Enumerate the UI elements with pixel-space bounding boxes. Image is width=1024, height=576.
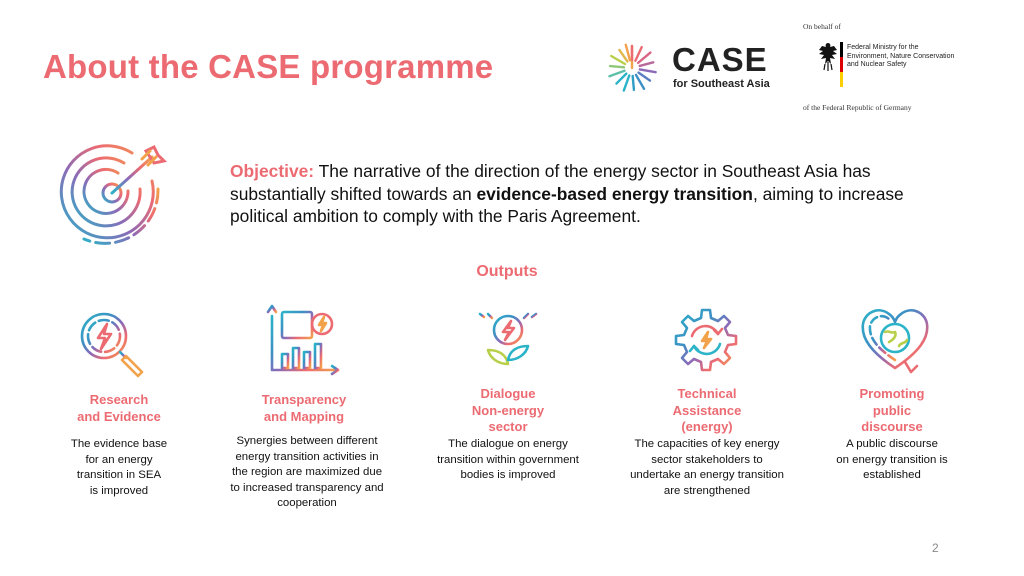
output-desc-line: energy transition activities in bbox=[235, 450, 379, 463]
output-desc-line: Synergies between different bbox=[236, 435, 378, 447]
output-description bbox=[212, 434, 402, 512]
output-title-line: Non-energy bbox=[471, 402, 545, 418]
output-desc-line: transition within government bbox=[437, 453, 579, 466]
flag-gold bbox=[840, 72, 843, 87]
output-title bbox=[245, 392, 363, 425]
german-flag-bar bbox=[840, 42, 843, 87]
output-description bbox=[418, 437, 598, 484]
output-title-line: sector bbox=[488, 419, 528, 434]
output-desc-line: the region are maximized due bbox=[231, 466, 383, 478]
report-chart-icon bbox=[266, 302, 342, 378]
output-desc-line: cooperation bbox=[277, 497, 337, 509]
target-arrow-icon bbox=[54, 133, 174, 253]
output-title-line: and Mapping bbox=[263, 408, 345, 424]
objective-text-end: , aiming to increase political ambition to comply with the Paris Agreement. bbox=[230, 183, 904, 226]
output-desc-line: are strengthened bbox=[663, 484, 751, 497]
output-title-line: and Evidence bbox=[77, 408, 161, 424]
objective-statement bbox=[230, 160, 930, 228]
output-desc-line: A public discourse bbox=[846, 438, 938, 450]
output-desc-line: is improved bbox=[89, 484, 149, 497]
output-title-line: Transparency bbox=[261, 392, 347, 407]
output-title-line: Technical bbox=[677, 386, 737, 401]
magnifier-bolt-icon bbox=[74, 306, 150, 382]
output-desc-line: The dialogue on energy bbox=[448, 438, 568, 450]
output-title-line: Promoting bbox=[859, 386, 925, 401]
output-title-line: Assistance bbox=[672, 402, 742, 418]
output-title-line: Dialogue bbox=[480, 386, 536, 401]
page-title: About the CASE programme bbox=[43, 48, 494, 85]
ministry-line: Environment, Nature Conservation bbox=[847, 52, 955, 60]
heart-globe-icon bbox=[857, 302, 933, 378]
on-behalf-text: On behalf of bbox=[803, 22, 841, 31]
sunburst-logo-icon bbox=[602, 40, 662, 96]
case-logo bbox=[602, 40, 772, 96]
output-title bbox=[60, 392, 178, 425]
ministry-line: Federal Ministry for the bbox=[847, 44, 919, 51]
logo-subtitle: for Southeast Asia bbox=[673, 78, 770, 90]
output-desc-line: undertake an energy transition bbox=[630, 469, 784, 481]
flag-black bbox=[840, 42, 843, 57]
flag-red bbox=[840, 57, 843, 72]
page-number: 2 bbox=[932, 541, 939, 555]
bolt-plant-icon bbox=[470, 304, 546, 380]
ministry-name bbox=[847, 44, 967, 70]
output-title-line: Research bbox=[89, 392, 149, 407]
outputs-heading: Outputs bbox=[476, 263, 538, 280]
output-desc-line: transition in SEA bbox=[76, 469, 162, 481]
objective-emphasis: evidence-based energy transition bbox=[476, 183, 753, 204]
output-description bbox=[612, 437, 802, 499]
objective-text: The narrative of the direction of the energy sector in Southeast Asia has substantially shifted towards an bbox=[230, 161, 871, 204]
output-desc-line: on energy transition is bbox=[836, 453, 948, 466]
ministry-line: and Nuclear Safety bbox=[847, 61, 907, 68]
output-desc-line: for an energy bbox=[85, 453, 153, 466]
output-desc-line: The capacities of key energy bbox=[634, 438, 780, 450]
output-description bbox=[50, 437, 188, 499]
objective-label: Objective: bbox=[230, 161, 315, 181]
federal-eagle-icon bbox=[817, 40, 839, 74]
output-description bbox=[812, 437, 972, 484]
output-title-line: public bbox=[872, 402, 912, 418]
federal-republic-text: of the Federal Republic of Germany bbox=[803, 103, 912, 112]
output-title bbox=[648, 386, 766, 436]
output-desc-line: sector stakeholders to bbox=[651, 453, 763, 466]
logo-wordmark: CASE bbox=[672, 41, 768, 78]
output-desc-line: established bbox=[863, 469, 921, 481]
output-desc-line: The evidence base bbox=[70, 438, 168, 450]
output-desc-line: to increased transparency and bbox=[230, 481, 384, 494]
output-title-line: (energy) bbox=[681, 419, 733, 434]
output-title bbox=[449, 386, 567, 436]
output-title-line: discourse bbox=[861, 419, 923, 434]
gear-bolt-icon bbox=[668, 306, 744, 382]
output-title bbox=[833, 386, 951, 436]
output-desc-line: bodies is improved bbox=[460, 469, 556, 481]
